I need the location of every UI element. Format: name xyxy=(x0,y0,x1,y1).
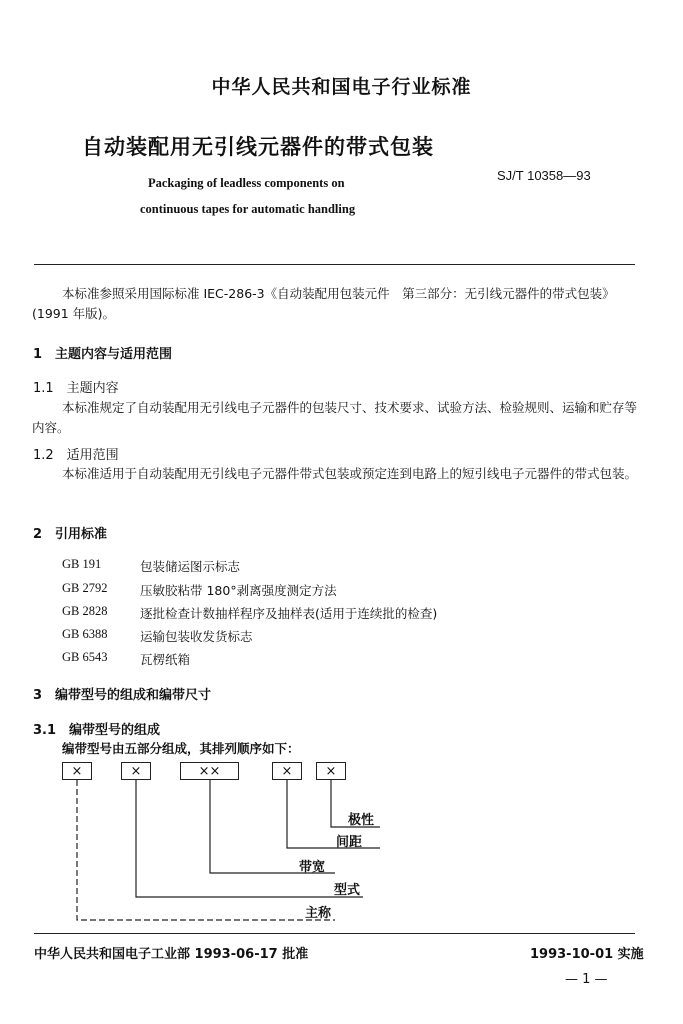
ref-code: GB 191 xyxy=(62,557,102,571)
section-1-1-text: 本标准规定了自动装配用无引线电子元器件的包装尺寸、技术要求、试验方法、检验规则、运输和贮存等内容。 xyxy=(32,400,638,435)
effective-date: 1993-10-01 实施 xyxy=(530,947,644,962)
english-title-line-2: continuous tapes for automatic handling xyxy=(140,202,356,216)
standard-code: SJ/T 10358—93 xyxy=(497,168,591,183)
model-part-box-3: ×× xyxy=(180,762,239,780)
section-3-heading: 3 编带型号的组成和编带尺寸 xyxy=(33,688,212,703)
label-tape-width: 带宽 xyxy=(299,860,326,875)
model-part-box-4: × xyxy=(272,762,302,780)
ref-code: GB 6543 xyxy=(62,650,108,664)
english-title-line-1: Packaging of leadless components on xyxy=(148,176,345,190)
model-part-box-2: × xyxy=(121,762,151,780)
ref-title: 压敏胶粘带 180°剥离强度测定方法 xyxy=(140,583,337,598)
label-main-name: 主称 xyxy=(305,906,332,921)
page-number: — 1 — xyxy=(565,972,608,987)
model-part-box-1: × xyxy=(62,762,92,780)
issuer-approval: 中华人民共和国电子工业部 1993-06-17 批准 xyxy=(34,947,309,962)
section-2-heading: 2 引用标准 xyxy=(33,527,108,542)
section-3-1-heading: 3.1 编带型号的组成 xyxy=(33,723,161,738)
section-1-2-text: 本标准适用于自动装配用无引线电子元器件带式包装或预定连到电路上的短引线电子元器件的带式包装。 xyxy=(62,466,638,481)
ref-title: 运输包装收发货标志 xyxy=(140,629,253,644)
ref-title: 逐批检查计数抽样程序及抽样表(适用于连续批的检查) xyxy=(140,606,438,621)
model-part-box-5: × xyxy=(316,762,346,780)
footer-divider xyxy=(34,933,635,934)
document-title: 自动装配用无引线元器件的带式包装 xyxy=(82,135,434,159)
standard-title: 中华人民共和国电子行业标准 xyxy=(211,76,472,98)
ref-code: GB 6388 xyxy=(62,627,108,641)
label-type: 型式 xyxy=(334,883,361,898)
ref-code: GB 2828 xyxy=(62,604,108,618)
label-pitch: 间距 xyxy=(336,835,363,850)
intro-paragraph: 本标准参照采用国际标准 IEC-286-3《自动装配用包装元件 第三部分：无引线元器件的带式包装》(1991 年版)。 xyxy=(32,286,615,321)
section-1-heading: 1 主题内容与适用范围 xyxy=(33,347,173,362)
section-1-1-heading: 1.1 主题内容 xyxy=(33,381,119,396)
ref-code: GB 2792 xyxy=(62,581,108,595)
ref-title: 瓦楞纸箱 xyxy=(140,652,191,667)
ref-title: 包装储运图示标志 xyxy=(140,559,241,574)
section-1-2-heading: 1.2 适用范围 xyxy=(33,448,119,463)
section-3-1-text: 编带型号由五部分组成，其排列顺序如下： xyxy=(62,741,300,756)
label-polarity: 极性 xyxy=(348,813,375,828)
